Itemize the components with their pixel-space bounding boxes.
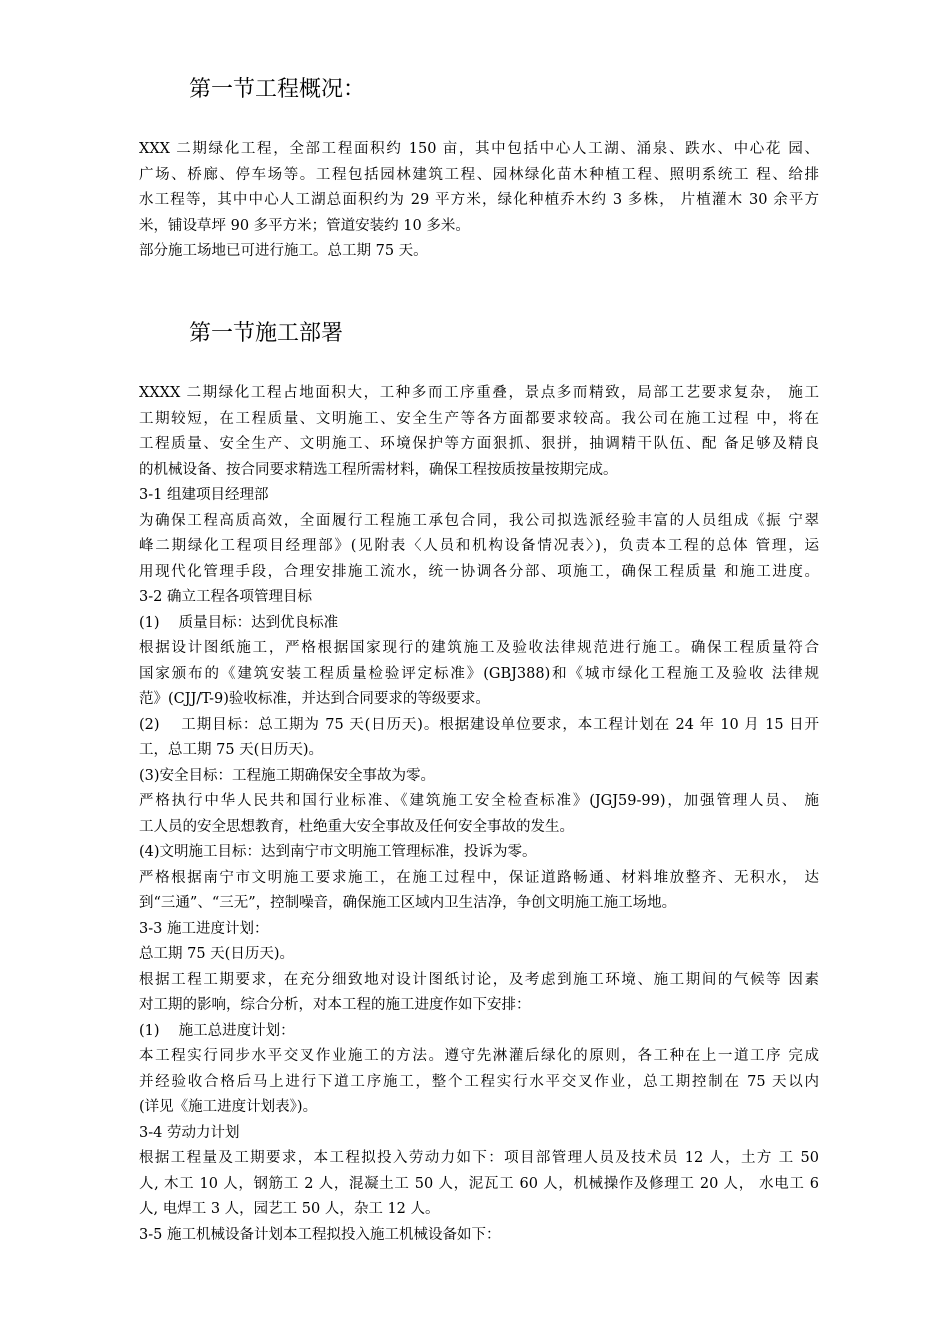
- text-line: 工人员的安全思想教育，杜绝重大安全事故及任何安全事故的发生。: [139, 818, 574, 835]
- text-line: 工期较短，在工程质量、文明施工、安全生产等各方面都要求较高。我公司在施工过程 中，将在: [139, 410, 819, 427]
- text-line: 并经验收合格后马上进行下道工序施工，整个工程实行水平交叉作业，总工期控制在 75 天以内: [139, 1073, 819, 1090]
- text-line: 水工程等，其中中心人工湖总面积约为 29 平方米，绿化种植乔木约 3 多株， 片植灌木 30 余平方: [139, 192, 819, 208]
- text-line: 峰二期绿化工程项目经理部》(见附表〈人员和机构设备情况表〉)，负责本工程的总体 管理，运: [139, 538, 819, 554]
- subsection-title: 3-1 组建项目经理部: [139, 487, 269, 503]
- text-line: 根据工程量及工期要求，本工程拟投入劳动力如下：项目部管理人员及技术员 12 人，土方 工 50: [139, 1150, 819, 1166]
- deployment-body: [139, 381, 819, 1248]
- text-line: 国家颁布的《建筑安装工程质量检验评定标准》(GBJ388)和《城市绿化工程施工及验收 法律规: [139, 665, 819, 682]
- text-line: 人, 木工 10 人，钢筋工 2 人，混凝土工 50 人，泥瓦工 60 人，机械操作及修理工 20 人， 水电工 6: [139, 1175, 819, 1192]
- text-line: 到“三通”、“三无”，控制噪音，确保施工区域内卫生洁净，争创文明施工施工场地。: [139, 895, 677, 911]
- text-line: 范》(CJJ/T-9)验收标准，并达到合同要求的等级要求。: [139, 691, 490, 707]
- list-item-quality: (1) 质量目标：达到优良标准: [139, 614, 339, 631]
- subsection-title: 3-3 施工进度计划：: [139, 920, 269, 937]
- text-line: 工，总工期 75 天(日历天)。: [139, 742, 323, 758]
- text-line: 的机械设备、按合同要求精选工程所需材料，确保工程按质按量按期完成。: [139, 461, 618, 478]
- text-line: 严格执行中华人民共和国行业标准、《建筑施工安全检查标准》(JGJ59-99)，加强管理人员、 施: [139, 793, 819, 809]
- text-line: 工程质量、安全生产、文明施工、环境保护等方面狠抓、狠拼，抽调精干队伍、配 备足够及精良: [139, 436, 819, 452]
- text-line: XXXX 二期绿化工程占地面积大，工种多而工序重叠，景点多而精致，局部工艺要求复杂， 施工: [139, 385, 819, 401]
- subsection-title: 3-4 劳动力计划: [139, 1124, 240, 1141]
- overview-paragraph: [139, 137, 819, 265]
- text-line: 米，铺设草坪 90 多平方米；管道安装约 10 多米。: [139, 217, 470, 234]
- subsection-title: 3-5 施工机械设备计划本工程拟投入施工机械设备如下：: [139, 1226, 501, 1243]
- text-line: 本工程实行同步水平交叉作业施工的方法。遵守先淋灌后绿化的原则，各工种在上一道工序 完成: [139, 1048, 819, 1064]
- text-line: XXX 二期绿化工程，全部工程面积约 150 亩，其中包括中心人工湖、涌泉、跌水、中心花 园、: [139, 141, 819, 157]
- list-item-schedule: (2) 工期目标：总工期为 75 天(日历天)。根据建设单位要求，本工程计划在 24 年 10 月 15 日开: [139, 716, 819, 733]
- text-line: 人, 电焊工 3 人，园艺工 50 人，杂工 12 人。: [139, 1201, 440, 1217]
- text-line: 广场、桥廊、停车场等。工程包括园林建筑工程、园林绿化苗木种植工程、照明系统工 程、给排: [139, 166, 819, 183]
- text-line: (详见《施工进度计划表》)。: [139, 1099, 318, 1115]
- text-line: 严格根据南宁市文明施工要求施工，在施工过程中，保证道路畅通、材料堆放整齐、无积水， 达: [139, 869, 819, 886]
- text-line: 对工期的影响，综合分析，对本工程的施工进度作如下安排：: [139, 997, 531, 1013]
- text-line: 用现代化管理手段，合理安排施工流水，统一协调各分部、项施工，确保工程质量 和施工进度。: [139, 563, 819, 580]
- text-line: 根据设计图纸施工，严格根据国家现行的建筑施工及验收法律规范进行施工。确保工程质量符合: [139, 640, 819, 656]
- list-item-civilized: (4)文明施工目标：达到南宁市文明施工管理标准，投诉为零。: [139, 844, 537, 860]
- text-line: 根据工程工期要求，在充分细致地对设计图纸讨论，及考虑到施工环境、施工期间的气候等 因素: [139, 971, 819, 988]
- text-line: 总工期 75 天(日历天)。: [139, 946, 294, 962]
- list-item-master-plan: (1) 施工总进度计划：: [139, 1022, 295, 1039]
- section-heading-deployment: 第一节施工部署: [189, 321, 344, 346]
- list-item-safety: (3)安全目标：工程施工期确保安全事故为零。: [139, 767, 436, 784]
- text-line: 为确保工程高质高效，全面履行工程施工承包合同，我公司拟选派经验丰富的人员组成《振 宁翠: [139, 512, 819, 529]
- section-heading-overview: 第一节工程概况：: [189, 77, 366, 102]
- subsection-title: 3-2 确立工程各项管理目标: [139, 589, 312, 605]
- text-line: 部分施工场地已可进行施工。总工期 75 天。: [139, 243, 428, 259]
